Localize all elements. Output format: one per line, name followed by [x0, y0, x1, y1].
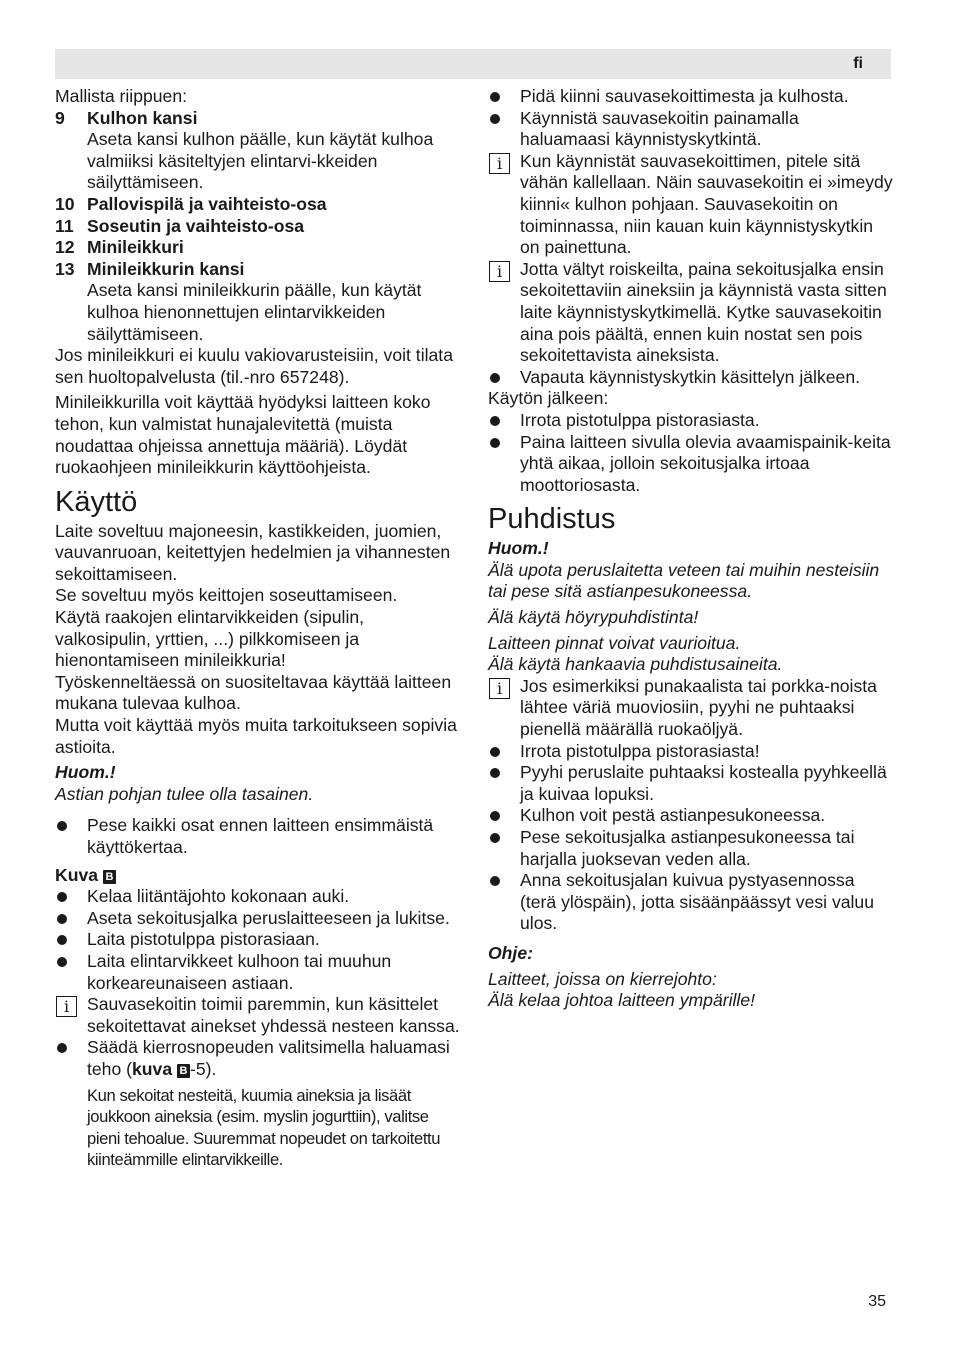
item-number: 10 — [55, 193, 75, 214]
bullet-text: Kulhon voit pestä astianpesukoneessa. — [520, 805, 826, 826]
bullet-text: Pese kaikki osat ennen laitteen ensimmäistä käyttökertaa. — [87, 815, 434, 857]
list-item — [55, 237, 460, 259]
info-text: Jos esimerkiksi punakaalista tai porkka-noista lähtee väriä muoviosiin, pyyhi ne puhtaaksi pienellä määrällä ruokaöljyä. — [520, 675, 877, 740]
bullet-icon — [55, 929, 87, 951]
header-bar — [55, 49, 891, 79]
list-item — [488, 741, 893, 763]
bullet-text: Laita pistotulppa pistorasiaan. — [87, 929, 320, 950]
item-title: Minileikkuri — [87, 237, 184, 258]
list-item — [488, 805, 893, 827]
item-description: Aseta kansi minileikkurin päälle, kun käytät kulhoa hienonnettujen elintarvikkeiden säilyttämiseen. — [87, 280, 422, 344]
bullet-text: Anna sekoitusjalan kuivua pystyasennossa (terä ylöspäin), jotta sisäänpäässyt vesi valuu ulos. — [520, 870, 875, 934]
bullet-icon — [488, 410, 520, 432]
list-item — [488, 827, 893, 870]
list-item — [488, 367, 893, 389]
paragraph: Mutta voit käyttää myös muita tarkoitukseen sopivia astioita. — [55, 715, 457, 757]
info-icon: i — [56, 996, 77, 1017]
note-label: Huom.! — [55, 762, 116, 783]
bullet-icon — [488, 827, 520, 870]
list-item — [55, 929, 460, 951]
item-description: Aseta kansi kulhon päälle, kun käytät kulhoa valmiiksi käsiteltyjen elintarvi-kkeiden säilyttämiseen. — [87, 129, 434, 193]
warning-text: Älä käytä hankaavia puhdistusaineita. — [488, 654, 783, 675]
item-title: Kulhon kansi — [87, 107, 198, 128]
info-note — [488, 676, 893, 741]
item-title: Soseutin ja vaihteisto-osa — [87, 215, 305, 236]
list-item — [55, 216, 460, 238]
item-number: 9 — [55, 107, 65, 128]
bullet-icon — [488, 805, 520, 827]
bullet-icon — [488, 741, 520, 763]
bullet-text: Säädä kierrosnopeuden valitsimella haluamasi teho (kuva B -5). — [87, 1037, 450, 1079]
bullet-text: Paina laitteen sivulla olevia avaamispainik-keita yhtä aikaa, jolloin sekoitusjalka irtoaa moottoriosasta. — [520, 431, 891, 495]
note-text: Astian pohjan tulee olla tasainen. — [55, 783, 314, 804]
tip-label: Ohje: — [488, 942, 533, 963]
list-item — [488, 762, 893, 805]
item-number: 11 — [55, 215, 74, 236]
figure-b-icon: B — [103, 870, 116, 884]
info-note — [488, 151, 893, 259]
warning-text: Älä käytä höyrypuhdistinta! — [488, 607, 699, 628]
bullet-text: Irrota pistotulppa pistorasiasta! — [520, 740, 760, 761]
right-column — [488, 86, 893, 1012]
info-note — [488, 259, 893, 367]
bullet-icon — [55, 951, 87, 994]
left-column — [55, 86, 460, 1171]
bullet-icon — [55, 886, 87, 908]
paragraph: Käytä raakojen elintarvikkeiden (sipulin, valkosipulin, yrttien, ...) pilkkomiseen ja hienontamiseen minileikkuria! — [55, 607, 365, 671]
figure-b-icon: B — [177, 1064, 190, 1078]
paragraph: Minileikkurilla voit käyttää hyödyksi laitteen koko tehon, kun valmistat hunajalevitettä (muista noudattaa ohjeissa annettuja määriä). Löydät ruokaohjeen minileikkurin käyttöohjeista. — [55, 392, 431, 478]
tip-text: Laitteet, joissa on kierrejohto: — [488, 968, 717, 989]
info-note — [55, 994, 460, 1037]
bullet-text: Kelaa liitäntäjohto kokonaan auki. — [87, 886, 350, 907]
info-icon: i — [489, 261, 510, 282]
list-item — [488, 108, 893, 151]
list-item — [55, 908, 460, 930]
bullet-text: Käynnistä sauvasekoitin painamalla haluamaasi käynnistyskytkintä. — [520, 107, 799, 150]
small-note: Kun sekoitat nesteitä, kuumia aineksia ja lisäät joukkoon aineksia (esim. myslin jogurttiin), valitse pieni tehoalue. Suuremmat nopeudet on tarkoitettu kiinteämmille elintarvikkeille. — [87, 1085, 441, 1170]
list-item — [488, 432, 893, 497]
bullet-text: Vapauta käynnistyskytkin käsittelyn jälkeen. — [520, 366, 860, 387]
figure-label: Kuva — [55, 864, 99, 885]
bullet-text: Aseta sekoitusjalka peruslaitteeseen ja lukitse. — [87, 907, 450, 928]
bullet-icon — [55, 815, 87, 858]
list-item — [55, 194, 460, 216]
intro-text: Mallista riippuen: — [55, 86, 188, 106]
bullet-icon — [488, 870, 520, 935]
list-item — [488, 410, 893, 432]
paragraph: Työskenneltäessä on suositeltavaa käyttää laitteen mukana tulevaa kulhoa. — [55, 671, 452, 714]
bullet-icon — [488, 432, 520, 497]
list-item — [55, 1037, 460, 1080]
paragraph: Jos minileikkuri ei kuulu vakiovarusteisiin, voit tilata sen huoltopalvelusta (til.-nro 657248). — [55, 345, 453, 387]
list-item — [55, 259, 460, 281]
bullet-icon — [488, 108, 520, 151]
bullet-text: Pese sekoitusjalka astianpesukoneessa tai harjalla juoksevan veden alla. — [520, 827, 855, 869]
language-label: fi — [853, 55, 863, 72]
list-item — [55, 108, 460, 130]
warning-text: Laitteen pinnat voivat vaurioitua. — [488, 632, 741, 653]
page-number: 35 — [868, 1293, 886, 1310]
bullet-text: Pyyhi peruslaite puhtaaksi kostealla pyyhkeellä ja kuivaa lopuksi. — [520, 762, 887, 804]
list-item — [488, 870, 893, 935]
tip-text: Älä kelaa johtoa laitteen ympärille! — [488, 990, 755, 1011]
info-icon: i — [489, 153, 510, 174]
warning-text: Älä upota peruslaitetta veteen tai muihin nesteisiin tai pese sitä astianpesukoneessa. — [488, 559, 880, 602]
paragraph: Se soveltuu myös keittojen soseuttamiseen. — [55, 585, 398, 606]
section-heading: Käyttö — [55, 485, 138, 518]
item-title: Minileikkurin kansi — [87, 258, 245, 279]
bullet-icon — [488, 86, 520, 108]
bullet-icon — [55, 1037, 87, 1080]
bullet-text: Irrota pistotulppa pistorasiasta. — [520, 409, 760, 430]
section-heading: Puhdistus — [488, 503, 616, 536]
paragraph: Käytön jälkeen: — [488, 388, 609, 409]
bullet-icon — [488, 367, 520, 389]
info-text: Sauvasekoitin toimii paremmin, kun käsittelet sekoitettavat ainekset yhdessä nesteen kanssa. — [87, 994, 460, 1036]
figure-reference — [55, 865, 460, 887]
item-number: 13 — [55, 258, 75, 279]
list-item — [55, 815, 460, 858]
bullet-icon — [55, 908, 87, 930]
bullet-text: Laita elintarvikkeet kulhoon tai muuhun korkeareunaiseen astiaan. — [87, 950, 392, 993]
info-text: Kun käynnistät sauvasekoittimen, pitele sitä vähän kallellaan. Näin sauvasekoitin ei »imeydy kiinni« kulhon pohjaan. Sauvasekoitin on toiminnassa, niin kauan kuin käynnistyskytkin on painettuna. — [520, 150, 893, 258]
item-title: Pallovispilä ja vaihteisto-osa — [87, 193, 327, 214]
item-number: 12 — [55, 237, 75, 258]
info-icon: i — [489, 678, 510, 699]
paragraph: Laite soveltuu majoneesin, kastikkeiden, juomien, vauvanruoan, keitettyjen hedelmien ja vihannesten sekoittamiseen. — [55, 520, 451, 584]
warning-label: Huom.! — [488, 538, 549, 559]
info-text: Jotta vältyt roiskeilta, paina sekoitusjalka ensin sekoitettaviin aineksiin ja käynnistä vasta sitten laite käynnistyskytkimellä. Kytke sauvasekoitin aina pois päältä, ennen kuin nostat sen pois sekoitettavista aineksista. — [520, 258, 887, 366]
list-item — [488, 86, 893, 108]
list-item — [55, 951, 460, 994]
bullet-text: Pidä kiinni sauvasekoittimesta ja kulhosta. — [520, 86, 849, 106]
bullet-icon — [488, 762, 520, 805]
list-item — [55, 886, 460, 908]
